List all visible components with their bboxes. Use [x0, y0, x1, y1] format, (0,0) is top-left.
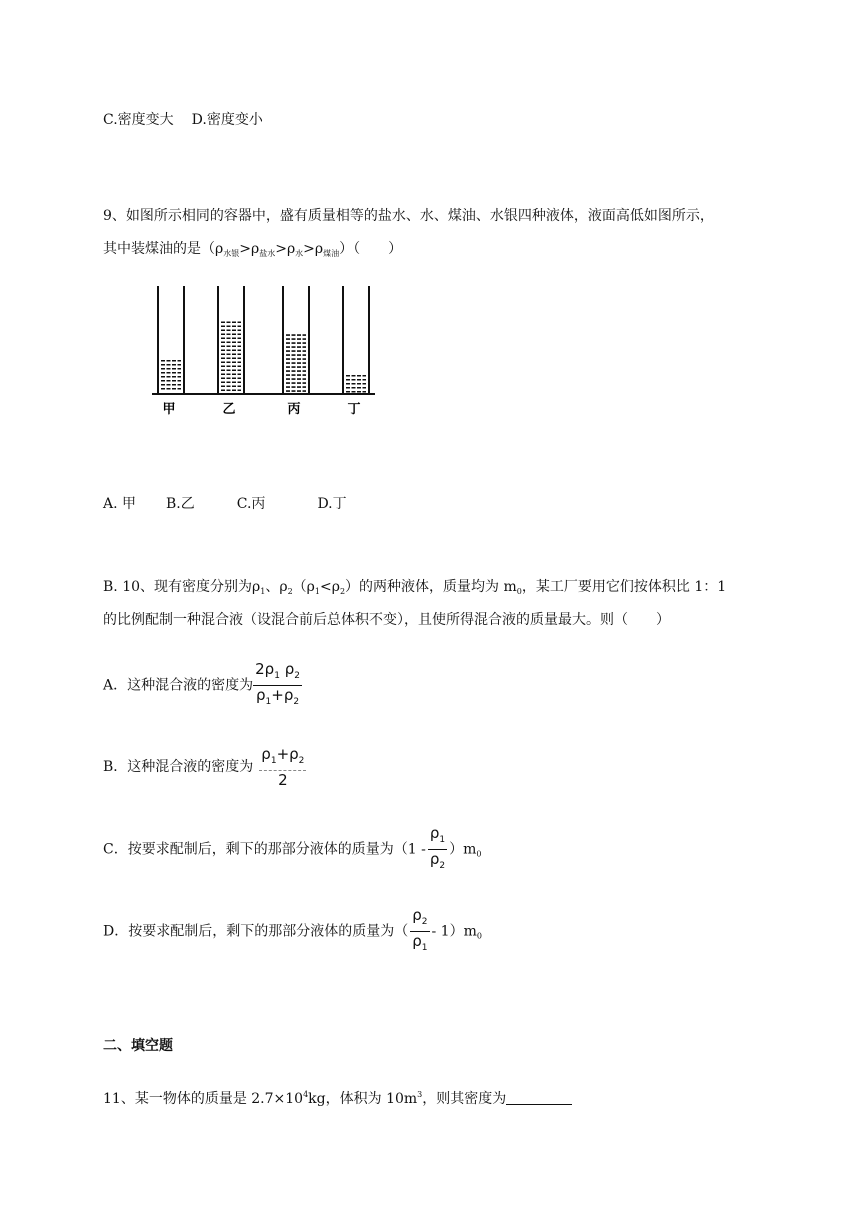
formula-rho1-over-rho2: $\frac{\rho_1}{\rho_2}$	[429, 824, 446, 871]
q9-options	[103, 494, 347, 514]
container-label: 乙	[222, 402, 236, 417]
container-label: 丙	[287, 402, 301, 417]
q8-option-d: D.密度变小	[191, 112, 263, 128]
q9-option-b: B.乙	[166, 496, 195, 512]
formula-rho2-over-rho1: $\frac{\rho_2}{\rho_1}$	[412, 906, 428, 953]
q9-option-c: C.丙	[236, 496, 266, 512]
q9-option-a: A. 甲	[103, 496, 137, 512]
answer-blank[interactable]	[506, 1090, 572, 1105]
q10-option-d: D．按要求配制后，剩下的那部分液体的质量为（ $\frac{\rho_2}{\rho_1}$ - $1)m_0$	[103, 906, 482, 960]
formula-sum-over-2: $\frac{\rho_1+\rho_2}{2}$	[261, 745, 305, 789]
container-4	[343, 286, 369, 417]
container-2	[218, 286, 244, 417]
q11-stem: 11、某一物体的质量是 $2.7\times 10^4kg$，体积为 $10m^3$，则其密度为	[103, 1085, 572, 1109]
q10-option-c: C．按要求配制后，剩下的那部分液体的质量为（1 - $\frac{\rho_1}{\rho_2}$ ）$m_0$	[103, 824, 481, 878]
q10-stem-line2: 的比例配制一种混合液（设混合前后总体积不变），且使所得混合液的质量最大。则（ ）	[103, 612, 670, 628]
section-title: 二、填空题	[103, 1038, 173, 1054]
container-label: 甲	[162, 402, 176, 417]
container-label: 丁	[347, 402, 361, 417]
q10-option-a: A．这种混合液的密度为 $\frac{2\rho_1 \rho_2}{\rho_1+\rho_2}$	[103, 660, 302, 711]
container-3	[283, 286, 309, 417]
formula-2rho1rho2-over-sum: $\frac{2\rho_1 \rho_2}{\rho_1+\rho_2}$	[255, 660, 300, 707]
q10-option-b: B．这种混合液的密度为 $\frac{\rho_1+\rho_2}{2}$	[103, 745, 305, 789]
q9-stem-line2: 其中装煤油的是$(\rho_{水银}>\rho_{盐水}>\rho_水>\rho_{煤油})$（ ）	[103, 241, 403, 258]
q8-option-c: C.密度变大	[103, 112, 174, 128]
q9-containers-figure	[140, 282, 380, 422]
q9-option-d: D.丁	[317, 496, 347, 512]
q9-stem-line1: 9、如图所示相同的容器中，盛有质量相等的盐水、水、煤油、水银四种液体，液面高低如图所示，	[103, 208, 714, 224]
q8-options	[103, 110, 263, 130]
container-1	[158, 286, 184, 417]
q10-stem-line1: B. 10、现有密度分别为$\rho_1$、$\rho_2(\rho_1<\rho_2)$的两种液体，质量均为 $m_0$，某工厂要用它们按体积比 1：1	[103, 579, 727, 596]
